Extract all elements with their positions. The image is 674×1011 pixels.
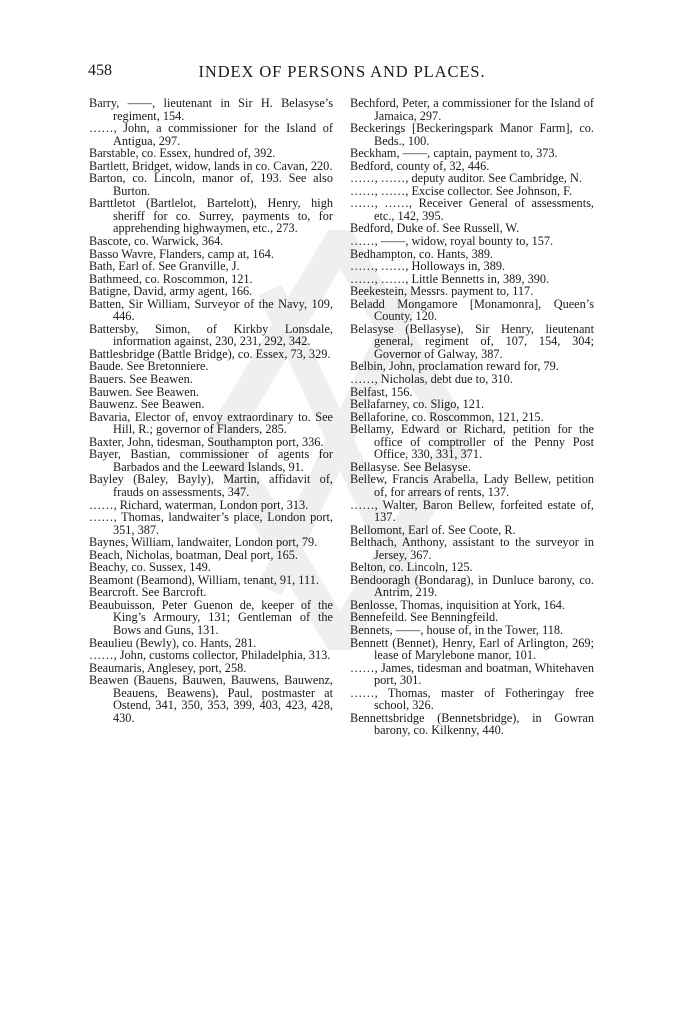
index-entry: Beekestein, Messrs. payment to, 117. — [350, 284, 534, 299]
index-entry: ……, John, customs collector, Philadelphia, 313. — [89, 648, 331, 663]
index-entry: ……, Nicholas, debt due to, 310. — [350, 372, 513, 387]
index-entry: Baude. See Bretonniere. — [89, 359, 209, 374]
index-entry: Barttletot (Bartlelot, Bartelott), Henry, high sheriff for co. Surrey, payments to, for apprehending highwaymen, etc., 273. — [89, 196, 333, 236]
index-entry: Bedhampton, co. Hants, 389. — [350, 246, 494, 261]
index-entry: ……, James, tidesman and boatman, Whitehaven port, 301. — [350, 660, 594, 688]
index-entry: Bascote, co. Warwick, 364. — [89, 234, 224, 249]
index-entry: Beachy, co. Sussex, 149. — [89, 560, 211, 575]
index-entry: Bellew, Francis Arabella, Lady Bellew, petition of, for arrears of rents, 137. — [350, 472, 594, 499]
page-header — [88, 62, 596, 86]
index-entry: Bellafarney, co. Sligo, 121. — [350, 397, 485, 412]
index-entry: Bath, Earl of. See Granville, J. — [89, 259, 240, 274]
index-entry: Beaulieu (Bewly), co. Hants, 281. — [89, 635, 257, 650]
index-entry: Bauwenz. See Beawen. — [89, 397, 205, 412]
page-number: 458 — [88, 62, 112, 79]
index-entry: Belthach, Anthony, assistant to the surveyor in Jersey, 367. — [350, 535, 594, 562]
index-entry: Barstable, co. Essex, hundred of, 392. — [89, 146, 276, 161]
index-entry: Bellamy, Edward or Richard, petition for the office of comptroller of the Penny Post Office, 330, 331, 371. — [350, 422, 594, 462]
index-entry: Battersby, Simon, of Kirkby Lonsdale, information against, 230, 231, 292, 342. — [89, 321, 333, 349]
index-entry: Bearcroft. See Barcroft. — [89, 585, 207, 600]
index-entry: Beckham, ——, captain, payment to, 373. — [350, 146, 558, 161]
index-entry: Bathmeed, co. Roscommon, 121. — [89, 271, 253, 286]
index-entry: ……, John, a commissioner for the Island of Antigua, 297. — [89, 121, 333, 148]
index-entry: Bedford, Duke of. See Russell, W. — [350, 221, 520, 236]
index-entry: Belfast, 156. — [350, 384, 413, 399]
running-title: INDEX OF PERSONS AND PLACES. — [198, 62, 486, 81]
index-entry: Batigne, David, army agent, 166. — [89, 284, 253, 299]
index-entry: ……, ……, Receiver General of assessments, etc., 142, 395. — [350, 196, 594, 223]
index-entry: Basso Wavre, Flanders, camp at, 164. — [89, 246, 274, 261]
index-entry: Bennett (Bennet), Henry, Earl of Arlington, 269; lease of Marylebone manor, 101. — [350, 635, 594, 663]
index-entry: Bellasyse. See Belasyse. — [350, 459, 471, 474]
index-entry: Batten, Sir William, Surveyor of the Navy, 109, 446. — [89, 296, 333, 324]
index-entry: Battlesbridge (Battle Bridge), co. Essex, 73, 329. — [89, 346, 331, 361]
index-entry: Baynes, William, landwaiter, London port, 79. — [89, 535, 318, 550]
index-entry: Bayley (Baley, Bayly), Martin, affidavit of, frauds on assessments, 347. — [89, 472, 333, 499]
index-entry: Barton, co. Lincoln, manor of, 193. See also Burton. — [89, 171, 333, 198]
index-entry: Bedford, county of, 32, 446. — [350, 158, 490, 173]
index-entry: Beamont (Beamond), William, tenant, 91, 111. — [89, 572, 319, 587]
index-entry: Bechford, Peter, a commissioner for the Island of Jamaica, 297. — [350, 96, 594, 123]
index-entry: ……, ……, deputy auditor. See Cambridge, N. — [350, 171, 582, 186]
index-entry: Beaubuisson, Peter Guenon de, keeper of the King’s Armoury, 131; Gentleman of the Bows and Guns, 131. — [89, 597, 333, 637]
index-entry: ……, ——, widow, royal bounty to, 157. — [350, 234, 554, 249]
index-entry: Bennefeild. See Benningfeild. — [350, 610, 499, 625]
right-column — [350, 97, 594, 737]
index-entry: Beaumaris, Anglesey, port, 258. — [89, 660, 247, 675]
index-entry: ……, Richard, waterman, London port, 313. — [89, 497, 309, 512]
index-entry: Bauers. See Beawen. — [89, 372, 193, 387]
index-entry: ……, ……, Excise collector. See Johnson, F. — [350, 183, 573, 198]
index-entry: Benlosse, Thomas, inquisition at York, 164. — [350, 597, 565, 612]
index-entry: Belton, co. Lincoln, 125. — [350, 560, 473, 575]
index-entry: ……, Thomas, master of Fotheringay free school, 326. — [350, 685, 594, 713]
index-entry: ……, ……, Little Bennetts in, 389, 390. — [350, 271, 550, 286]
index-entry: Beladd Mongamore [Monamonra], Queen’s County, 120. — [350, 296, 594, 324]
index-entry: Bauwen. See Beawen. — [89, 384, 199, 399]
index-entry: ……, Thomas, landwaiter’s place, London port, 351, 387. — [89, 510, 333, 537]
index-entry: ……, Walter, Baron Bellew, forfeited estate of, 137. — [350, 497, 594, 525]
index-entry: Bellomont, Earl of. See Coote, R. — [350, 522, 516, 537]
index-entry: Beckerings [Beckeringspark Manor Farm], co. Beds., 100. — [350, 121, 594, 148]
index-entry: Beach, Nicholas, boatman, Deal port, 165. — [89, 547, 298, 562]
index-entry: Bennets, ——, house of, in the Tower, 118. — [350, 622, 564, 637]
left-column — [89, 97, 333, 724]
index-entry: Bavaria, Elector of, envoy extraordinary to. See Hill, R.; governor of Flanders, 285. — [89, 409, 333, 437]
index-entry: Bellaforine, co. Roscommon, 121, 215. — [350, 409, 544, 424]
index-entry: Bennettsbridge (Bennetsbridge), in Gowran barony, co. Kilkenny, 440. — [350, 710, 594, 738]
index-entry: Baxter, John, tidesman, Southampton port, 336. — [89, 434, 324, 449]
index-entry: Belbin, John, proclamation reward for, 79. — [350, 359, 559, 374]
index-entry: Bartlett, Bridget, widow, lands in co. Cavan, 220. — [89, 158, 333, 173]
index-entry: Bayer, Bastian, commissioner of agents for Barbados and the Leeward Islands, 91. — [89, 447, 333, 474]
index-entry: Belasyse (Bellasyse), Sir Henry, lieutenant general, regiment of, 107, 154, 304; Governor of Galway, 387. — [350, 321, 594, 361]
index-entry: Barry, ——, lieutenant in Sir H. Belasyse’s regiment, 154. — [89, 96, 333, 123]
index-entry: ……, ……, Holloways in, 389. — [350, 259, 506, 274]
index-entry: Beawen (Bauens, Bauwen, Bauwens, Bauwenz, Beauens, Beawens), Paul, postmaster at Ostend, 341, 350, 353, 399, 403, 423, 428, 430. — [89, 673, 333, 725]
index-entry: Bendooragh (Bondarag), in Dunluce barony, co. Antrim, 219. — [350, 572, 594, 600]
